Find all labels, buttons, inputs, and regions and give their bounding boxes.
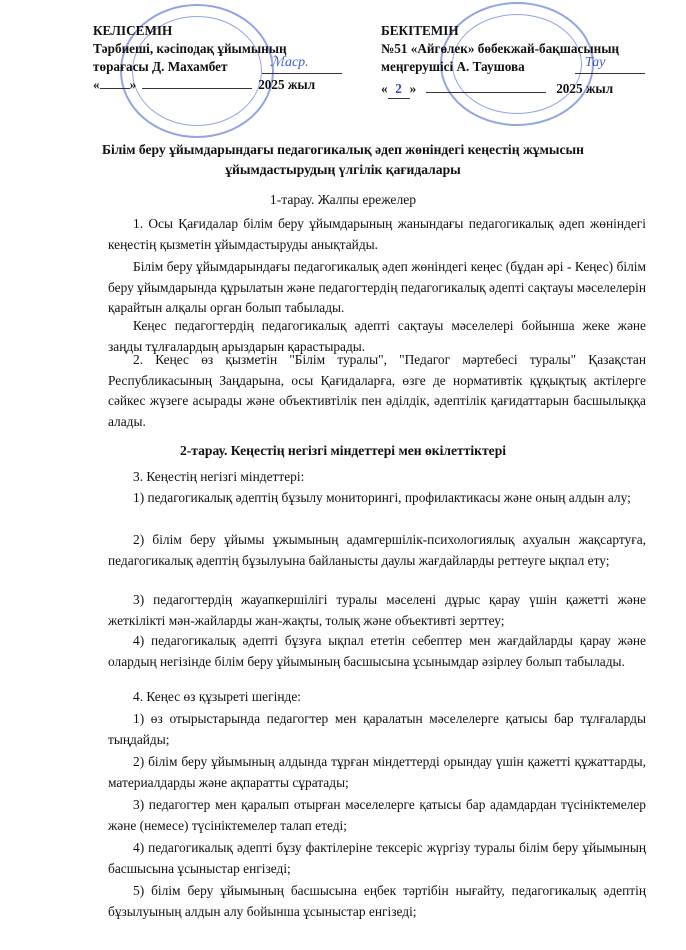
approval-left-signature-line (262, 73, 342, 74)
approval-right-signature-line (575, 73, 645, 74)
paragraph-s2-3: 2) білім беру ұйымы ұжымының адамгершілік-психологиялық ахуалын жақсартуға, педагогикалық әдептің бұзылуына байланысты даулы жағдайларды реттеуге ықпал ету; (108, 532, 646, 568)
approval-left-line1: Тәрбиеші, кәсіподақ ұйымының (93, 41, 287, 56)
date-year: 2025 жыл (258, 77, 316, 92)
approval-right-line2: меңгерушісі А. Таушова (381, 59, 525, 74)
paragraph-s1-4: 2. Кеңес өз қызметін "Білім туралы", "Педагог мәртебесі туралы" Қазақстан Республикасының Заңдарына, осы Қағидаларға, өзге де нормативтік құқықтық актілерге сәйкес жүзеге асырады және объективтілік пен әділдік, әдептілік қағидаттарын басшылыққа алады. (108, 352, 646, 430)
date-day-blank (100, 88, 130, 89)
date-day: 2 (388, 80, 410, 99)
section-heading-1: 1-тарау. Жалпы ережелер (269, 192, 417, 207)
paragraph-s1-3: Кеңес педагогтердің педагогикалық әдепті сақтауы мәселелері бойынша жеке және заңды тұлғалардың арыздарын қарастырады. (108, 318, 646, 354)
paragraph-s2-8: 2) білім беру ұйымының алдында тұрған міндеттерді орындау үшін қажетті құжаттарды, материалдарды және ақпаратты сұратады; (108, 754, 646, 790)
approval-left-date (93, 76, 315, 94)
approval-left-heading: КЕЛІСЕМІН (93, 23, 173, 38)
paragraph-s2-11: 5) білім беру ұйымының басшысына еңбек тәртібін нығайту, педагогикалық әдептің бұзылуының алдын алу бойынша ұсыныстар енгізеді; (108, 883, 646, 919)
paragraph-s1-2: Білім беру ұйымдарындағы педагогикалық әдеп жөніндегі кеңес (бұдан әрі - Кеңес) білім беру ұйымдарында құрылатын және педагогтердің педагогикалық әдепті сақтауы мәселелерін қарайтын алқалы орган болып табылады. (108, 259, 646, 316)
date-close-quote: » (409, 81, 417, 96)
document-title-line2: ұйымдастырудың үлгілік қағидалары (225, 162, 461, 177)
paragraph-s2-4: 3) педагогтердің жауапкершілігі туралы мәселені дұрыс қарау үшін қажетті және жеткілікті мән-жайларды жан-жақты, толық және объективті зерттеу; (108, 592, 646, 628)
paragraph-s2-9: 3) педагогтер мен қаралып отырған мәселелерге қатысы бар адамдардан түсініктемелер және (немесе) түсініктемелер талап етеді; (108, 797, 646, 833)
paragraph-s2-2: 1) педагогикалық әдептің бұзылу мониторингі, профилактикасы және оның алдын алу; (133, 490, 631, 505)
approval-right-date (381, 80, 613, 99)
date-open-quote: « (381, 81, 388, 96)
paragraph-s1-1: 1. Осы Қағидалар білім беру ұйымдарының жанындағы педагогикалық әдеп жөніндегі кеңестің қызметін ұйымдастыруды анықтайды. (108, 216, 646, 252)
paragraph-s2-1: 3. Кеңестің негізгі міндеттері: (133, 469, 305, 484)
paragraph-s2-10: 4) педагогикалық әдепті бұзу фактілеріне тексеріс жүргізу туралы білім беру ұйымының басшысына ұсыныстар енгізеді; (108, 840, 646, 876)
section-heading-2: 2-тарау. Кеңестің негізгі міндеттері мен өкілеттіктері (179, 443, 507, 458)
date-month-blank (426, 92, 546, 93)
approval-left-signature: ℳаср. (270, 55, 309, 70)
date-year: 2025 жыл (556, 81, 614, 96)
approval-right-line1: №51 «Айгөлек» бөбекжай-бақшасының (381, 41, 620, 56)
document-title-line1: Білім беру ұйымдарындағы педагогикалық әдеп жөніндегі кеңестің жұмысын (102, 142, 584, 157)
paragraph-s2-7: 1) өз отырыстарында педагогтер мен қаралатын мәселелерге қатысы бар тұлғаларды тыңдайды; (108, 711, 646, 747)
paragraph-s2-5: 4) педагогикалық әдепті бұзуға ықпал ететін себептер мен жағдайларды қарау және олардың негізінде білім беру ұйымының басшысына ұсынымдар әзірлеу болып табылады. (108, 633, 646, 669)
date-close-quote: » (129, 77, 137, 92)
date-month-blank (142, 88, 252, 89)
date-open-quote: « (93, 77, 100, 92)
approval-right-heading: БЕКІТЕМІН (381, 23, 459, 38)
approval-left-line2: төрағасы Д. Махамбет (93, 59, 228, 74)
paragraph-s2-6: 4. Кеңес өз құзыреті шегінде: (133, 689, 301, 704)
approval-right-signature: Тау (585, 55, 606, 70)
